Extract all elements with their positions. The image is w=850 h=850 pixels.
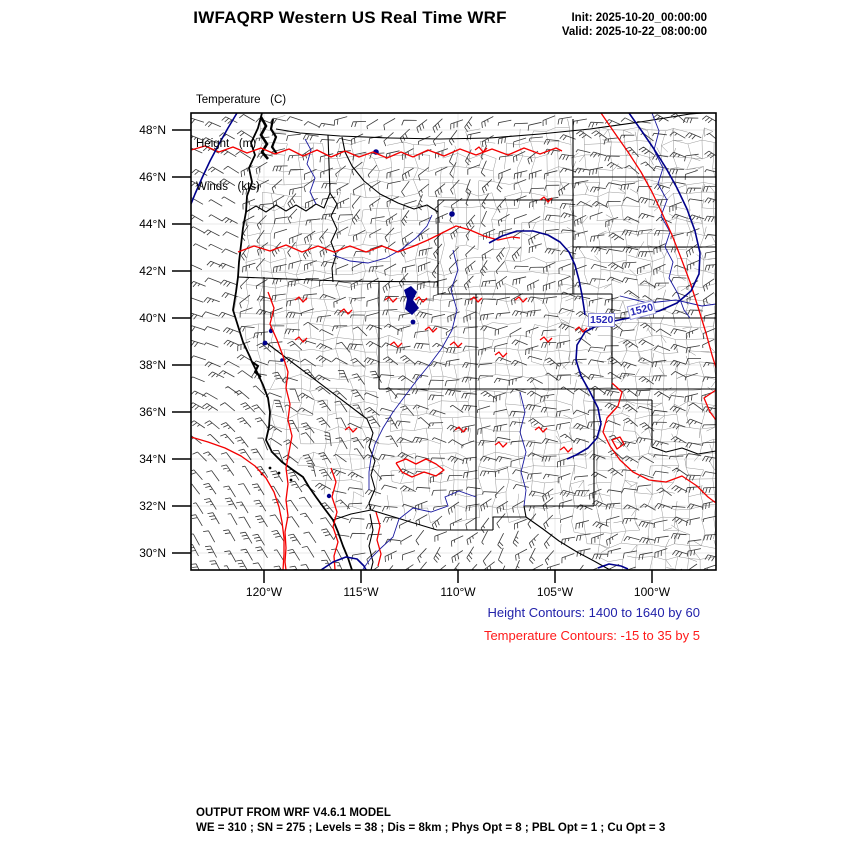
lat-tick-label: 48°N <box>139 123 166 137</box>
lat-tick-label: 34°N <box>139 452 166 466</box>
height-contour-label: 1520 <box>590 314 614 326</box>
field-legend <box>196 64 286 224</box>
lat-tick-label: 36°N <box>139 405 166 419</box>
lat-tick-label: 42°N <box>139 264 166 278</box>
valid-time: Valid: 2025-10-22_08:00:00 <box>561 26 707 38</box>
height-contour-caption: Height Contours: 1400 to 1640 by 60 <box>487 605 700 620</box>
channel-island <box>290 479 293 482</box>
footer-model-line: OUTPUT FROM WRF V4.6.1 MODEL <box>196 807 391 819</box>
footer-config-line: WE = 310 ; SN = 275 ; Levels = 38 ; Dis = 8km ; Phys Opt = 8 ; PBL Opt = 1 ; Cu Opt = 3 <box>196 821 666 834</box>
channel-island <box>269 467 272 470</box>
lat-tick-label: 30°N <box>139 546 166 560</box>
temperature-contour-caption: Temperature Contours: -15 to 35 by 5 <box>483 628 700 643</box>
model-footer <box>196 806 665 835</box>
lon-tick-label: 115°W <box>343 585 379 599</box>
lake <box>449 211 455 217</box>
lon-tick-label: 110°W <box>440 585 476 599</box>
height-contour-label: 1520 <box>627 300 657 320</box>
lake <box>263 341 268 346</box>
lake <box>411 320 416 325</box>
lon-tick-label: 120°W <box>245 585 283 599</box>
page-title: IWFAQRP Western US Real Time WRF <box>193 8 507 27</box>
init-time: Init: 2025-10-20_00:00:00 <box>571 12 707 24</box>
legend-temperature: Temperature (C) <box>196 94 287 106</box>
lat-tick-label: 40°N <box>139 311 166 325</box>
lat-tick-label: 44°N <box>139 217 166 231</box>
lon-tick-label: 105°W <box>536 585 574 599</box>
lat-tick-label: 38°N <box>139 358 166 372</box>
run-times <box>430 11 707 39</box>
lon-tick-label: 100°W <box>633 585 671 599</box>
lake <box>327 494 331 498</box>
legend-winds: Winds (kts) <box>196 181 260 193</box>
lat-tick-label: 46°N <box>139 170 166 184</box>
lat-tick-label: 32°N <box>139 499 166 513</box>
legend-height: Height (m) <box>196 137 257 150</box>
channel-island <box>278 472 281 475</box>
